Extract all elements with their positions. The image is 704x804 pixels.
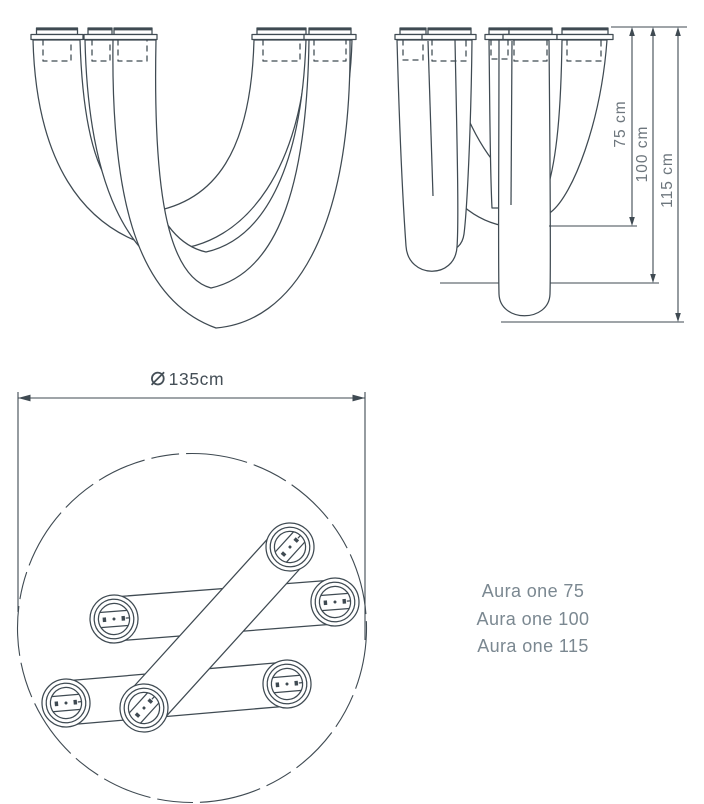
variant-label: Aura one 100 <box>476 608 590 629</box>
arrowhead <box>629 217 635 226</box>
variant-list <box>433 578 633 661</box>
arrowhead <box>650 274 656 283</box>
front-view-drawing <box>31 28 356 328</box>
height-label-75: 75 cm <box>612 100 629 148</box>
diameter-value: 135cm <box>168 368 225 389</box>
diameter-label <box>150 362 225 392</box>
variant-label: Aura one 115 <box>477 636 589 656</box>
top-view-drawing <box>18 392 367 803</box>
arrowhead <box>650 27 656 36</box>
diameter-symbol-icon: ⌀ <box>150 362 166 392</box>
arrowhead <box>675 313 681 322</box>
hanging-tube <box>397 40 458 271</box>
variant-label: Aura one 75 <box>481 581 585 601</box>
height-label-100: 100 cm <box>634 125 651 183</box>
arrowhead <box>675 27 681 36</box>
arrowhead <box>353 395 366 402</box>
arrowhead <box>629 27 635 36</box>
arrowhead <box>18 395 31 402</box>
hanging-tube <box>499 40 551 316</box>
height-label-115: 115 cm <box>659 152 676 208</box>
